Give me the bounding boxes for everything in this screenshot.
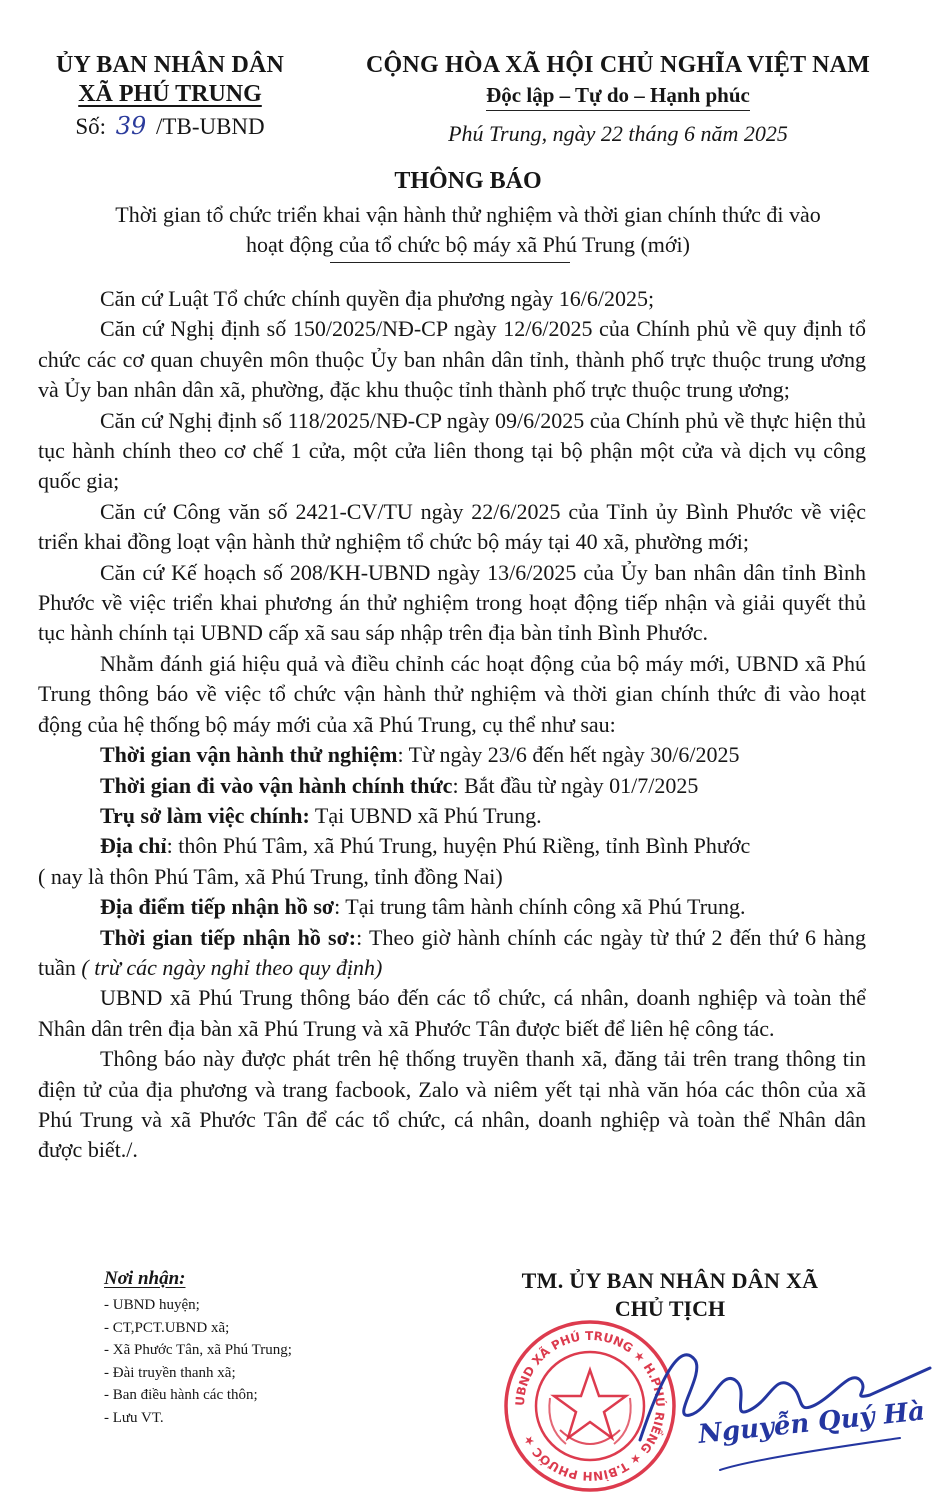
recipient-item: - UBND huyện; xyxy=(104,1297,200,1313)
signature-role: CHỦ TỊCH xyxy=(614,1296,726,1321)
basis-official-letter: Căn cứ Công văn số 2421-CV/TU ngày 22/6/2025 của Tỉnh ủy Bình Phước về việc triển khai đồng loạt vận hành thử nghiệm tổ chức bộ máy tại 40 xã, phường mới; xyxy=(38,498,866,555)
country-name: CỘNG HÒA XÃ HỘI CHỦ NGHĨA VIỆT NAM xyxy=(366,52,870,78)
signature-block xyxy=(460,1268,880,1322)
reception-place xyxy=(38,892,866,922)
basis-law: Căn cứ Luật Tổ chức chính quyền địa phương ngày 16/6/2025; xyxy=(100,286,655,311)
number-handwritten: 39 xyxy=(115,112,147,140)
signature-title: TM. ỦY BAN NHÂN DÂN XÃ xyxy=(521,1268,819,1293)
basis-plan: Căn cứ Kế hoạch số 208/KH-UBND ngày 13/6/2025 của Ủy ban nhân dân tỉnh Bình Phước về việc triển khai phương án thử nghiệm trong hoạt động tiếp nhận và giải quyết thủ tục hành chính tại UBND cấp xã sau sáp nhập trên địa bàn tỉnh Bình Phước. xyxy=(38,559,866,646)
signer-name: Nguyễn Quý Hà xyxy=(696,1396,927,1450)
place-date: Phú Trung, ngày 22 tháng 6 năm 2025 xyxy=(448,121,788,146)
issuer-commune: XÃ PHÚ TRUNG xyxy=(78,81,262,107)
purpose-paragraph: Nhằm đánh giá hiệu quả và điều chỉnh các hoạt động của bộ máy mới, UBND xã Phú Trung thông báo về việc tổ chức vận hành thử nghiệm và thời gian chính thức đi vào hoạt động của hệ thống bộ máy mới của xã Phú Trung, cụ thể như sau: xyxy=(38,650,866,737)
subtitle-line-2: hoạt động của tổ chức bộ máy xã Phú Trung (mới) xyxy=(246,232,690,257)
trial-label: Thời gian vận hành thử nghiệm xyxy=(100,742,398,768)
recipient-item: - CT,PCT.UBND xã; xyxy=(104,1319,230,1336)
publication-paragraph: Thông báo này được phát trên hệ thống truyền thanh xã, đăng tải trên trang thông tin điện tử của địa phương và trang facbook, Zalo và niêm yết tại nhà văn hóa các thôn của xã Phú Trung và xã Phước Tân để các tổ chức, cá nhân, doanh nghiệp và toàn thể Nhân dân được biết./. xyxy=(38,1046,866,1163)
notice-paragraph: UBND xã Phú Trung thông báo đến các tổ chức, cá nhân, doanh nghiệp và toàn thể Nhân dân trên địa bàn xã Phú Trung và xã Phước Tân được biết để liên hệ công tác. xyxy=(38,985,866,1041)
address-note: ( nay là thôn Phú Tâm, xã Phú Trung, tỉnh đồng Nai) xyxy=(38,863,503,889)
reception-time-value: : Theo giờ hành chính các ngày từ thứ 2 đến thứ 6 hàng tuần xyxy=(38,924,866,980)
recipients-title: Nơi nhận: xyxy=(104,1268,186,1289)
motto xyxy=(300,83,936,111)
subtitle-divider xyxy=(330,262,570,263)
recipients-block xyxy=(104,1268,434,1429)
address-label: Địa chỉ xyxy=(100,833,167,859)
national-header xyxy=(300,52,936,147)
reception-place-value: : Tại trung tâm hành chính công xã Phú Trung. xyxy=(334,894,746,920)
basis-decree-118: Căn cứ Nghị định số 118/2025/NĐ-CP ngày 09/6/2025 của Chính phủ về thực hiện thủ tục hành chính theo cơ chế 1 cửa, một cửa liên thong tại bộ phận một cửa và dịch vụ công quốc gia; xyxy=(38,407,866,494)
subtitle-line-1: Thời gian tổ chức triển khai vận hành thử nghiệm và thời gian chính thức đi vào xyxy=(115,202,821,227)
motto-text: Độc lập – Tự do – Hạnh phúc xyxy=(486,83,750,111)
address-value: : thôn Phú Tâm, xã Phú Trung, huyện Phú Riềng, tỉnh Bình Phước xyxy=(166,833,751,859)
document-body xyxy=(38,284,866,1166)
recipient-item: - Đài truyền thanh xã; xyxy=(104,1364,236,1381)
recipient-item: - Lưu VT. xyxy=(104,1409,164,1426)
basis-decree-150: Căn cứ Nghị định số 150/2025/NĐ-CP ngày 12/6/2025 của Chính phủ về quy định tổ chức các cơ quan chuyên môn thuộc Ủy ban nhân dân tỉnh, thành phố trực thuộc trung ương và Ủy ban nhân dân xã, phường, đặc khu thuộc tỉnh thành phố trực thuộc trung ương; xyxy=(38,316,866,403)
trial-period xyxy=(38,740,866,770)
reception-place-label: Địa điểm tiếp nhận hồ sơ xyxy=(100,894,335,920)
number-prefix: Số: xyxy=(75,114,106,139)
official-start xyxy=(38,771,866,801)
recipient-item: - Xã Phước Tân, xã Phú Trung; xyxy=(104,1342,292,1358)
reception-time xyxy=(38,923,866,984)
office-value: Tại UBND xã Phú Trung. xyxy=(309,802,542,828)
trial-value: : Từ ngày 23/6 đến hết ngày 30/6/2025 xyxy=(397,742,740,768)
document-number xyxy=(0,112,340,140)
official-value: : Bắt đầu từ ngày 01/7/2025 xyxy=(452,772,699,798)
document-title: THÔNG BÁO xyxy=(394,168,542,194)
document-subtitle xyxy=(30,200,906,260)
recipient-item: - Ban điều hành các thôn; xyxy=(104,1387,258,1403)
address xyxy=(38,831,866,861)
main-office xyxy=(38,801,866,831)
issuer-name: ỦY BAN NHÂN DÂN xyxy=(55,52,285,78)
number-suffix: /TB-UBND xyxy=(156,114,265,139)
reception-time-note: ( trừ các ngày nghỉ theo quy định) xyxy=(81,954,383,980)
office-label: Trụ sở làm việc chính: xyxy=(100,802,310,828)
stamp-text: UBND XÃ PHÚ TRUNG ★ H.PHÚ RIỀNG ★ T.BÌNH PHƯỚC ★ xyxy=(512,1328,668,1484)
reception-time-label: Thời gian tiếp nhận hồ sơ: xyxy=(100,924,357,950)
official-label: Thời gian đi vào vận hành chính thức xyxy=(100,772,453,798)
issuer-block xyxy=(0,52,340,140)
